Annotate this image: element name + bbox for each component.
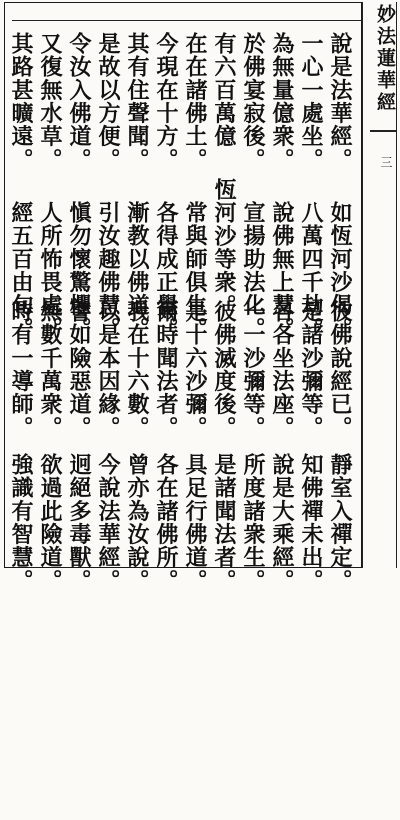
verse-line: 於佛宴寂後。	[240, 32, 266, 172]
verse-line: 說是法華經。	[327, 32, 353, 172]
verse-line: 令汝入佛道。	[66, 32, 92, 172]
margin-title: 妙法蓮華經	[374, 4, 396, 114]
verse-line: 時有一導師。	[8, 300, 34, 440]
verse-line: 經五百由旬。	[8, 201, 34, 341]
verse-line: 我在十六數。	[124, 300, 150, 440]
verse-line: 一心一處坐。	[298, 32, 324, 172]
verse-line: 今說法華經。	[95, 453, 121, 593]
verse-line: 恆河沙等衆。	[211, 178, 237, 318]
verse-line: 以是本因緣。	[95, 300, 121, 440]
fold-mark	[370, 130, 396, 132]
verse-line: 是十六沙彌。	[182, 300, 208, 440]
verse-line: 漸教以佛道。	[124, 201, 150, 341]
verse-line: 如恆河沙偈。	[327, 201, 353, 341]
verse-line: 其有住聲聞。	[124, 32, 150, 172]
verse-line: 人所怖畏處。	[37, 201, 63, 341]
verse-line: 各各坐法座。	[269, 300, 295, 440]
top-rule	[12, 20, 362, 21]
verse-line: 宣揚助法化。	[240, 201, 266, 341]
text-column-12	[1, 32, 41, 552]
verse-line: 為無量億衆。	[269, 32, 295, 172]
verse-line: 爾時聞法者。	[153, 300, 179, 440]
verse-line: 有六百萬億	[211, 32, 237, 148]
verse-line: 又復無水草。	[37, 32, 63, 172]
verse-line: 說佛無上慧。	[269, 201, 295, 341]
margin-rule	[362, 2, 363, 568]
verse-line: 彼佛滅度後。	[211, 300, 237, 440]
verse-line: 各得成正覺。	[153, 201, 179, 341]
verse-line: 在在諸佛土。	[182, 32, 208, 172]
verse-line: 愼勿懷驚懼。	[66, 201, 92, 341]
verse-line: 欲過此險道。	[37, 453, 63, 593]
verse-line: 無數千萬衆。	[37, 300, 63, 440]
verse-line: 是諸沙彌等。	[298, 300, 324, 440]
verse-line: 常與師俱生。	[182, 201, 208, 341]
verse-line: 強識有智慧。	[8, 453, 34, 593]
margin-page-number: 三	[379, 156, 393, 168]
verse-line: 是故以方便。	[95, 32, 121, 172]
outer-margin-rule	[396, 2, 397, 568]
verse-line: 彼佛說經已。	[327, 300, 353, 440]
verse-line: 具足行佛道。	[182, 453, 208, 593]
verse-line: 所度諸衆生。	[240, 453, 266, 593]
verse-line: 迥絕多毒獸。	[66, 453, 92, 593]
verse-line: 說是大乘經。	[269, 453, 295, 593]
verse-line: 知佛禪未出。	[298, 453, 324, 593]
verse-line: 八萬四千劫。	[298, 201, 324, 341]
verse-line: 曾亦為汝說。	[124, 453, 150, 593]
verse-line: 是諸聞法者。	[211, 453, 237, 593]
verse-line: 各在諸佛所。	[153, 453, 179, 593]
verse-line: 靜室入禪定。	[327, 453, 353, 593]
verse-line: 今現在十方。	[153, 32, 179, 172]
verse-line: 譬如險惡道。	[66, 300, 92, 440]
verse-line: 引汝趣佛慧。	[95, 201, 121, 341]
verse-line: 其路甚曠遠。	[8, 32, 34, 172]
verse-line: 一一沙彌等。	[240, 300, 266, 440]
